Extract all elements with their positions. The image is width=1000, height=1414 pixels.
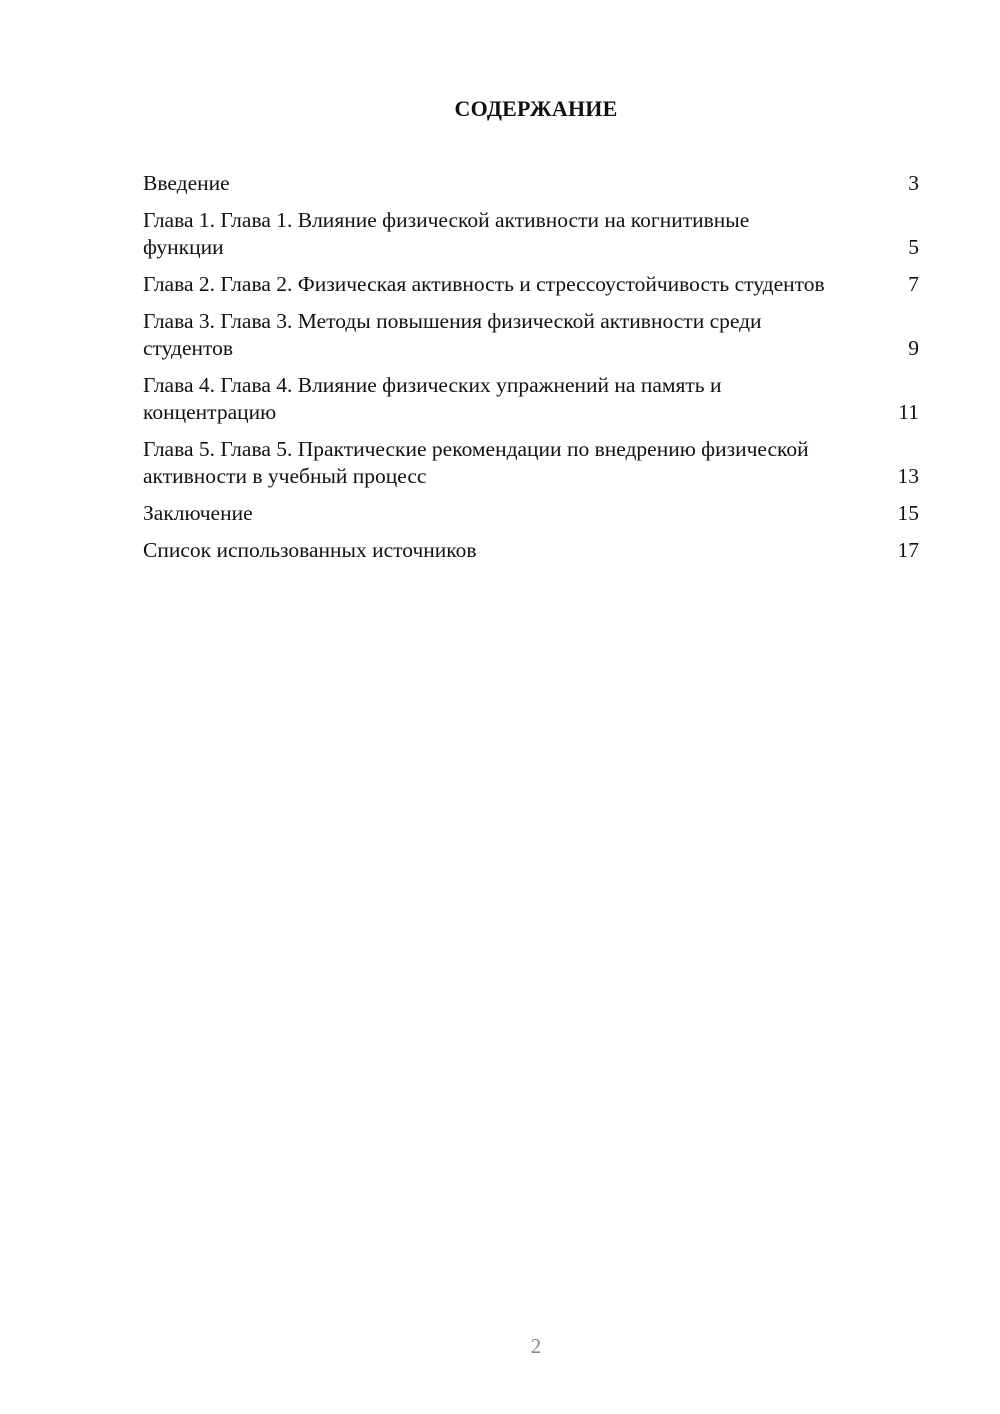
toc-entry-text: Глава 3. Глава 3. Методы повышения физической активности среди студентов bbox=[143, 309, 762, 360]
toc-entry-text: Глава 1. Глава 1. Влияние физической активности на когнитивные функции bbox=[143, 208, 750, 259]
toc-entry-chapter-5 bbox=[143, 436, 919, 490]
toc-entry-chapter-3 bbox=[143, 308, 919, 362]
toc-entry-page: 7 bbox=[908, 272, 919, 296]
toc-entry-text: Глава 4. Глава 4. Влияние физических упражнений на память и концентрацию bbox=[143, 373, 722, 424]
toc-title: СОДЕРЖАНИЕ bbox=[454, 96, 618, 121]
toc-entry-text: Глава 5. Глава 5. Практические рекомендации по внедрению физической активности в учебный процесс bbox=[143, 437, 809, 488]
toc-entry-text: Список использованных источников bbox=[143, 538, 477, 562]
table-of-contents bbox=[143, 170, 919, 574]
toc-entry-chapter-2 bbox=[143, 271, 919, 298]
toc-entry-page: 9 bbox=[908, 336, 919, 360]
toc-entry-text: Заключение bbox=[143, 501, 253, 525]
toc-entry-text: Введение bbox=[143, 171, 230, 195]
toc-entry-chapter-4 bbox=[143, 372, 919, 426]
toc-entry-page: 13 bbox=[897, 464, 919, 488]
toc-entry-conclusion bbox=[143, 500, 919, 527]
toc-entry-page: 15 bbox=[897, 501, 919, 525]
toc-entry-page: 17 bbox=[897, 538, 919, 562]
toc-entry-page: 5 bbox=[908, 235, 919, 259]
toc-entry-page: 3 bbox=[908, 171, 919, 195]
toc-entry-page: 11 bbox=[898, 400, 919, 424]
page-number: 2 bbox=[530, 1334, 542, 1358]
toc-entry-text: Глава 2. Глава 2. Физическая активность и стрессоустойчивость студентов bbox=[143, 272, 825, 296]
toc-entry-introduction bbox=[143, 170, 919, 197]
toc-entry-chapter-1 bbox=[143, 207, 919, 261]
toc-entry-references bbox=[143, 537, 919, 564]
